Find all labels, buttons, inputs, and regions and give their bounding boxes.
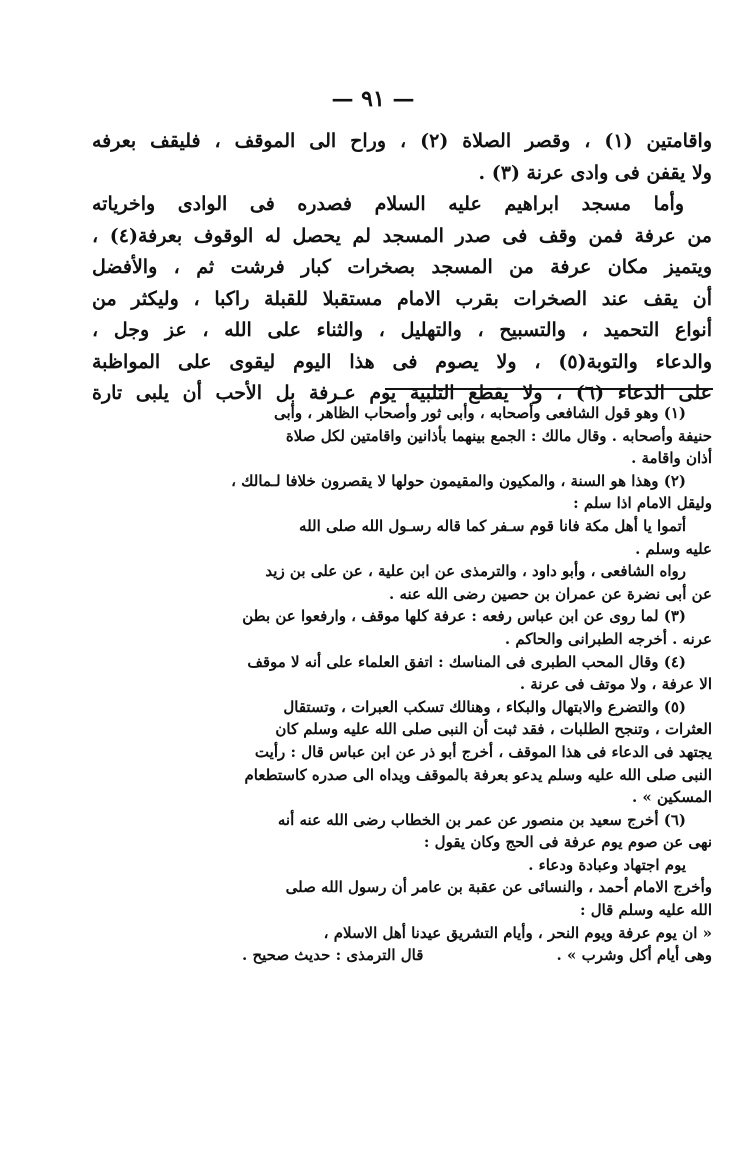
footnote-line: النبى صلى الله عليه وسلم يدعو بعرفة بالموقف ويداه الى صدره كاستطعام: [244, 765, 712, 784]
footnote-line: رواه الشافعى ، وأبو داود ، والترمذى عن ابن علية ، عن على بن زيد: [265, 562, 686, 581]
footnote-line: أتموا يا أهل مكة فانا قوم سـفر كما قاله رسـول الله صلى الله: [299, 516, 686, 535]
footnote-line: العثرات ، وتنجح الطلبات ، فقد ثبت أن النبى صلى الله عليه وسلم كان: [275, 720, 712, 739]
main-line: من عرفة فمن وقف فى صدر المسجد لم يحصل له الوقوف بعرفة(٤) ،: [92, 224, 712, 247]
footnote-line: يجتهد فى الدعاء فى هذا الموقف ، أخرج أبو ذر عن ابن عباس قال : رأيت: [254, 742, 712, 761]
footnote-line: وليقل الامام اذا سلم :: [573, 494, 712, 513]
footnote-final-left: قال الترمذى : حديث صحيح .: [242, 946, 424, 965]
main-line: على الدعاء (٦) ، ولا يقطع التلبية يوم عـرفة بل الأحب أن يلبى تارة: [92, 382, 712, 404]
footnote-final-right: وهى أيام أكل وشرب » .: [556, 946, 712, 965]
main-line: أن يقف عند الصخرات بقرب الامام مستقبلا للقبلة راكبا ، وليكثر من: [92, 287, 712, 310]
main-line: واقامتين (١) ، وقصر الصلاة (٢) ، وراح الى الموقف ، فليقف بعرفه: [92, 130, 712, 152]
footnote-line: عن أبى نضرة عن عمران بن حصين رضى الله عنه .: [389, 584, 712, 603]
main-line: أنواع التحميد ، والتسبيح ، والتهليل ، والثناء على الله ، عز وجل ،: [92, 319, 712, 341]
footnote-line: أذان واقامة .: [631, 449, 712, 468]
main-line: وأما مسجد ابراهيم عليه السلام فصدره فى الوادى واخرياته: [92, 193, 684, 215]
footnote-line: المسكين » .: [631, 788, 712, 807]
footnote-line: نهى عن صوم يوم عرفة فى الحج وكان يقول :: [423, 833, 712, 852]
footnotes: [92, 402, 712, 967]
footnote-line: (٣) لما روى عن ابن عباس رفعه : عرفة كلها موقف ، وارفعوا عن بطن: [242, 607, 686, 626]
footnote-line: (١) وهو قول الشافعى وأصحابه ، وأبى ثور وأصحاب الظاهر ، وأبى: [274, 404, 686, 422]
footnote-line: (٦) أخرج سعيد بن منصور عن عمر بن الخطاب رضى الله عنه أنه: [277, 810, 686, 829]
main-line: ولا يقفن فى وادى عرنة (٣) .: [478, 161, 712, 184]
footnote-line: عرنه . أخرجه الطبرانى والحاكم .: [504, 629, 712, 648]
footnote-separator: [385, 388, 713, 390]
main-line: ويتميز مكان عرفة من المسجد بصخرات كبار فرشت ثم ، والأفضل: [92, 256, 712, 278]
main-text: [92, 126, 712, 410]
footnote-line: حنيفة وأصحابه . وقال مالك : الجمع بينهما بأذانين واقامتين لكل صلاة: [285, 426, 712, 445]
footnote-line: وأخرج الامام أحمد ، والنسائى عن عقبة بن عامر أن رسول الله صلى: [285, 878, 712, 897]
footnote-line: عليه وسلم .: [635, 539, 712, 558]
footnote-line: (٤) وقال المحب الطبرى فى المناسك : اتفق العلماء على أنه لا موقف: [247, 652, 686, 671]
page-number: — ٩١ —: [331, 86, 415, 112]
footnote-final-line: [92, 944, 712, 967]
footnote-line: يوم اجتهاد وعبادة ودعاء .: [528, 855, 686, 874]
footnote-line: الا عرفة ، ولا موتف فى عرنة .: [519, 675, 712, 694]
footnote-line: (٢) وهذا هو السنة ، والمكيون والمقيمون حولها لا يقصرون خلافا لـمالك ،: [231, 471, 686, 490]
main-line: والدعاء والتوبة(٥) ، ولا يصوم فى هذا اليوم ليقوى على المواظبة: [92, 350, 712, 373]
footnote-line: « ان يوم عرفة ويوم النحر ، وأيام التشريق عيدنا أهل الاسلام ،: [323, 923, 712, 942]
footnote-line: الله عليه وسلم قال :: [579, 901, 712, 920]
footnote-line: (٥) والتضرع والابتهال والبكاء ، وهنالك تسكب العبرات ، وتستقال: [283, 697, 686, 716]
